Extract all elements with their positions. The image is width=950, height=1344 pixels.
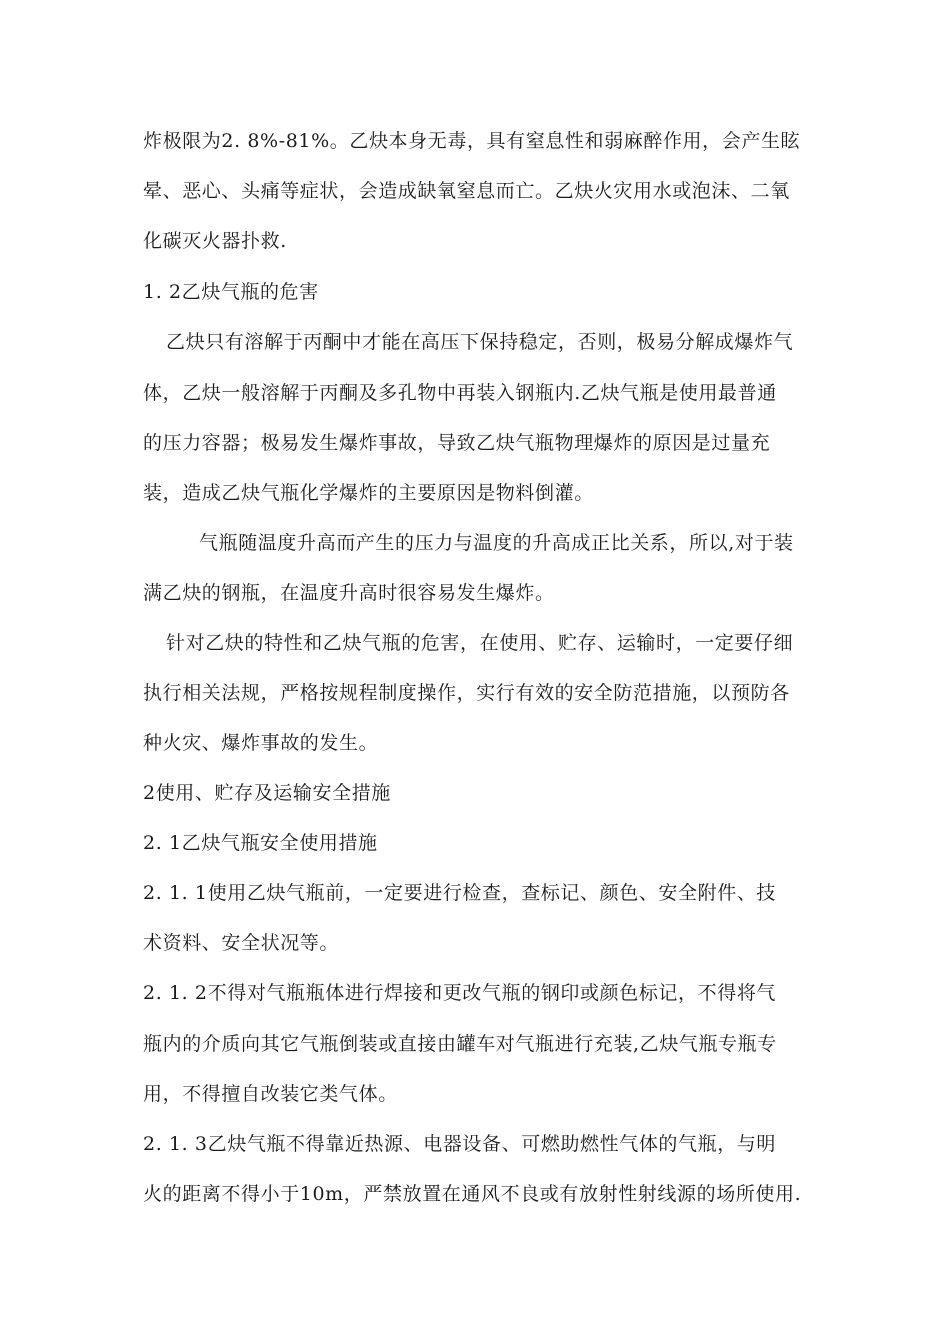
text-line-2: 晕、恶心、头痛等症状，会造成缺氧窒息而亡。乙炔火灾用水或泡沫、二氧 — [143, 180, 790, 202]
text-line-8: 装，造成乙炔气瓶化学爆炸的主要原因是物料倒灌。 — [143, 482, 594, 504]
text-line-10: 满乙炔的钢瓶，在温度升高时很容易发生爆炸。 — [143, 582, 555, 604]
text-line-22: 火的距离不得小于10m，严禁放置在通风不良或有放射性射线源的场所使用. — [143, 1183, 802, 1205]
section-heading-2: 2使用、贮存及运输安全措施 — [143, 782, 391, 804]
section-heading-2-1: 2. 1乙炔气瓶安全使用措施 — [143, 832, 378, 854]
text-line-19: 瓶内的介质向其它气瓶倒装或直接由罐车对气瓶进行充装,乙炔气瓶专瓶专 — [143, 1033, 777, 1055]
text-line-9: 气瓶随温度升高而产生的压力与温度的升高成正比关系，所以,对于装 — [199, 532, 794, 554]
text-line-18: 2. 1. 2不得对气瓶瓶体进行焊接和更改气瓶的钢印或颜色标记，不得将气 — [143, 982, 777, 1004]
text-line-7: 的压力容器；极易发生爆炸事故，导致乙炔气瓶物理爆炸的原因是过量充 — [143, 432, 771, 454]
text-line-17: 术资料、安全状况等。 — [143, 932, 340, 954]
text-line-11: 针对乙炔的特性和乙炔气瓶的危害，在使用、贮存、运输时，一定要仔细 — [166, 632, 794, 654]
section-heading-1-2: 1. 2乙炔气瓶的危害 — [143, 281, 319, 303]
text-line-20: 用，不得擅自改装它类气体。 — [143, 1083, 398, 1105]
text-line-16: 2. 1. 1使用乙炔气瓶前，一定要进行检查，查标记、颜色、安全附件、技 — [143, 882, 777, 904]
text-line-12: 执行相关法规，严格按规程制度操作，实行有效的安全防范措施，以预防各 — [143, 682, 790, 704]
text-line-1: 炸极限为2. 8%-81%。乙炔本身无毒，具有窒息性和弱麻醉作用，会产生眩 — [143, 130, 801, 152]
text-line-13: 种火灾、爆炸事故的发生。 — [143, 732, 379, 754]
text-line-21: 2. 1. 3乙炔气瓶不得靠近热源、电器设备、可燃助燃性气体的气瓶，与明 — [143, 1133, 777, 1155]
text-line-3: 化碳灭火器扑救. — [143, 230, 287, 252]
text-line-6: 体，乙炔一般溶解于丙酮及多孔物中再装入钢瓶内.乙炔气瓶是使用最普通 — [143, 382, 777, 404]
text-line-5: 乙炔只有溶解于丙酮中才能在高压下保持稳定，否则，极易分解成爆炸气 — [166, 331, 794, 353]
